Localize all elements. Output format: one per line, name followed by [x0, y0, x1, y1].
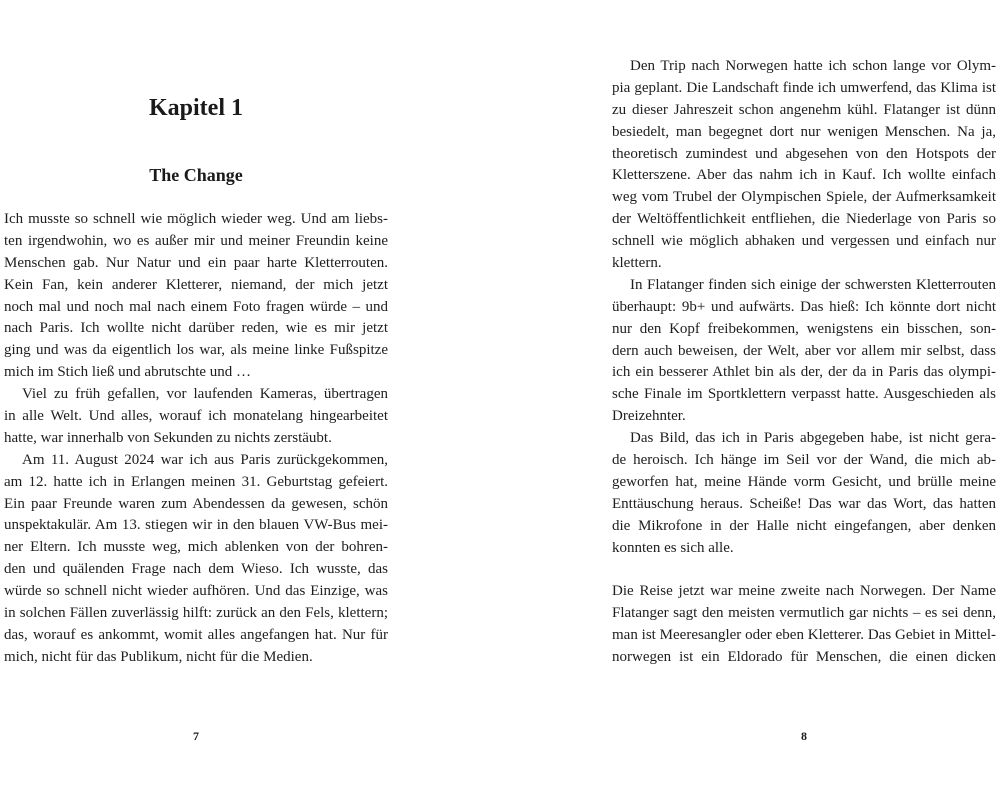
text-line: pia geplant. Die Landschaft finde ich umwerfend, das Klima ist [612, 79, 996, 96]
text-line: ten irgendwohin, wo es außer mir und meiner Freundin keine [4, 232, 388, 249]
text-line: überhaupt: 9b+ und aufwärts. Das hieß: Ich könnte dort nicht [612, 298, 996, 315]
text-line: man ist Meeresangler oder eben Kletterer. Das Gebiet in Mittel- [612, 627, 996, 644]
text-line: schnell wie möglich abhaken und vergessen und einfach nur [612, 233, 996, 250]
right-page [500, 0, 1000, 800]
chapter-subtitle: The Change [149, 165, 243, 185]
text-line: Flatanger sagt den meisten vermutlich gar nichts – es sei denn, [612, 605, 996, 622]
text-line: nach Paris. Ich wollte nicht darüber reden, wie es mir jetzt [4, 320, 388, 337]
text-line: weg vom Trubel der Olympischen Spiele, der Aufmerksamkeit [612, 189, 996, 206]
paragraph [4, 450, 388, 669]
text-line: hatte, war innerhalb von Sekunden zu nichts zerstäubt. [4, 429, 332, 446]
text-line: Kletterszene. Aber das nahm ich in Kauf. Ich wollte einfach [612, 167, 996, 184]
body-text [612, 56, 996, 669]
text-line: besiedelt, man begegnet dort nur wenigen Menschen. Na ja, [612, 123, 996, 140]
text-line: in solchen Fällen zuverlässig hilft: zurück an den Fels, klettern; [4, 605, 388, 622]
text-line: mich im Stich ließ und abrutschte und … [4, 364, 252, 381]
paragraph [612, 56, 996, 275]
text-line: norwegen ist ein Eldorado für Menschen, die einen dicken [612, 649, 996, 666]
text-line: mich, nicht für das Publikum, nicht für die Medien. [4, 648, 313, 665]
text-line: noch mal und noch mal nach einem Foto fragen würde – und [4, 298, 388, 315]
page-number: 8 [801, 729, 807, 743]
text-line: Dreizehnter. [612, 408, 686, 425]
text-line: dern auch beweisen, der Welt, aber vor allem mir selbst, dass [612, 342, 996, 359]
text-line: Die Reise jetzt war meine zweite nach Norwegen. Der Name [612, 583, 996, 600]
text-line: Enttäuschung heraus. Scheiße! Das war das Wort, das hatten [612, 495, 996, 512]
text-line: ner Eltern. Ich musste weg, mich ablenken von der bohren- [4, 539, 388, 556]
text-line: ich ein besserer Athlet bin als der, der da in Paris das olympi- [612, 364, 996, 381]
chapter-title: Kapitel 1 [149, 95, 243, 121]
text-line: unspektakulär. Am 13. stiegen wir in den blauen VW-Bus mei- [4, 517, 388, 534]
text-line: Kein Fan, kein anderer Kletterer, niemand, der mich jetzt [4, 276, 388, 293]
body-text [4, 209, 388, 669]
text-line: würde so schnell nicht wieder aufhören. Und das Einzige, was [4, 583, 388, 600]
text-line: zu dieser Jahreszeit schon angenehm kühl. Flatanger ist dünn [612, 101, 996, 118]
paragraph [612, 275, 996, 428]
text-line: Viel zu früh gefallen, vor laufenden Kameras, übertragen [22, 386, 388, 403]
text-line: der Weltöffentlichkeit entfliehen, die Niederlage von Paris so [612, 211, 996, 228]
text-line: Den Trip nach Norwegen hatte ich schon lange vor Olym- [630, 58, 996, 74]
text-line: die Mikrofone in der Halle nicht eingefangen, aber denken [612, 517, 996, 534]
text-line: Das Bild, das ich in Paris abgegeben habe, ist nicht gera- [630, 430, 996, 447]
text-line: Menschen gab. Nur Natur und ein paar harte Kletterrouten. [4, 254, 388, 271]
text-line: das, worauf es ankommt, womit alles angefangen hat. Nur für [4, 626, 388, 643]
text-line: geworfen hat, meine Hände vorm Gesicht, und brülle meine [612, 473, 996, 490]
paragraph [4, 209, 388, 384]
text-line: Am 11. August 2024 war ich aus Paris zurückgekommen, [22, 451, 388, 468]
text-line: Ich musste so schnell wie möglich wieder weg. Und am liebs- [4, 211, 388, 227]
text-line: Ein paar Freunde waren zum Abendessen da gewesen, schön [4, 495, 388, 512]
text-line: am 12. hatte ich in Erlangen meinen 31. Geburtstag gefeiert. [4, 473, 388, 490]
text-line: in alle Welt. Und alles, worauf ich monatelang hingearbeitet [4, 408, 388, 425]
paragraph [612, 581, 996, 669]
text-line: de heroisch. Ich hänge im Seil vor der Wand, die mich ab- [612, 452, 996, 469]
text-line: In Flatanger finden sich einige der schwersten Kletterrouten [630, 276, 996, 293]
paragraph [4, 384, 388, 450]
text-line: konnten es sich alle. [612, 539, 734, 556]
text-line: klettern. [612, 255, 662, 272]
text-line: nur den Kopf freibekommen, wenigstens ein bisschen, son- [612, 320, 996, 337]
section-break [612, 559, 996, 581]
page-number: 7 [193, 729, 199, 743]
paragraph [612, 428, 996, 559]
text-line: theoretisch zumindest und abgesehen von den Hotspots der [612, 145, 996, 162]
text-line: ging und was da eigentlich los war, als meine linke Fußspitze [4, 342, 388, 359]
text-line: den und quälenden Frage nach dem Wieso. Ich wusste, das [4, 561, 388, 578]
text-line: sche Finale im Sportklettern verpasst hatte. Ausgeschieden als [612, 386, 996, 403]
